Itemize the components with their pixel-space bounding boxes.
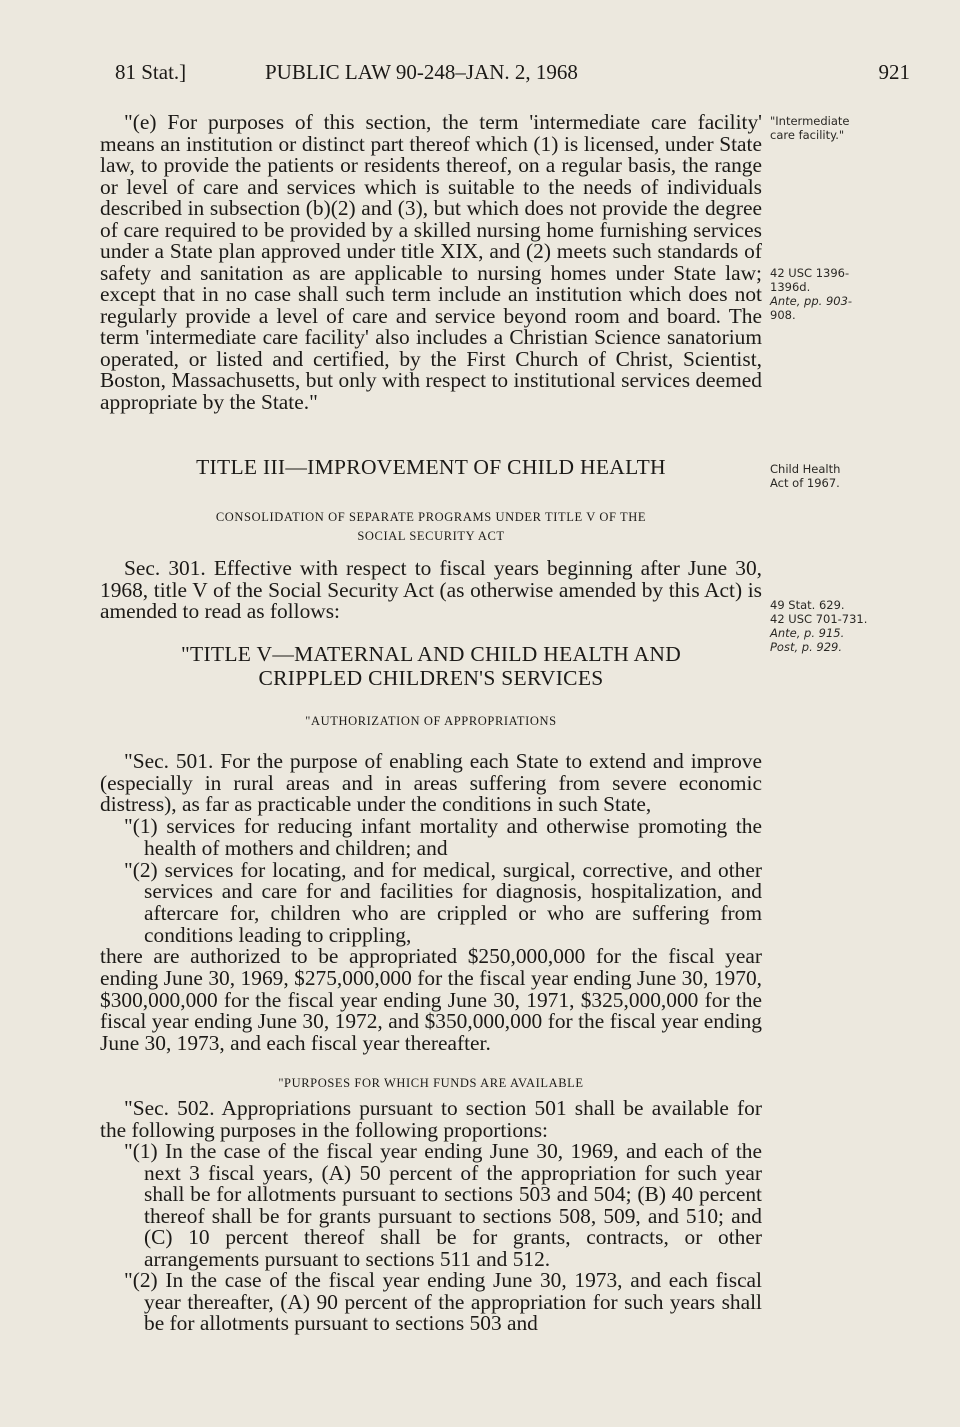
page-header	[115, 60, 910, 90]
margin-note-line: 1396d.	[770, 280, 811, 294]
section-301	[100, 558, 762, 623]
margin-note-intermediate-care	[770, 114, 930, 142]
margin-note-line: 42 USC 1396-	[770, 266, 850, 280]
section-301-text: Sec. 301. Effective with respect to fiscal years beginning after June 30, 1968, title V of the Social Security Act (as otherwise amended by this Act) is amended to read as follows:	[100, 556, 762, 623]
margin-note-line: Act of 1967.	[770, 476, 840, 490]
margin-note-stat-citation	[770, 598, 930, 654]
statute-volume: 81 Stat.]	[115, 60, 187, 84]
section-502	[100, 1098, 762, 1335]
margin-note-line: Ante, p. 915.	[770, 626, 845, 640]
section-e-text: "(e) For purposes of this section, the term 'intermediate care facility' means an institution or distinct part thereof which (1) is licensed, under State law, to provide the patients or residents thereof, on a regular basis, the range or level of care and services which is suitable to the needs of individuals described in subsection (b)(2) and (3), but which does not provide the degree of care required to be provided by a skilled nursing home furnishing services under a State plan approved under title XIX, and (2) meets such standards of safety and sanitation as are applicable to nursing homes under State law; except that in no case shall such term include an institution which does not regularly provide a level of care and service beyond room and board. The term 'intermediate care facility' also includes a Christian Science sanatorium operated, or listed and certified, by the First Church of Christ, Scientist, Boston, Massachusetts, but only with respect to institutional services deemed appropriate by the State."	[100, 110, 762, 414]
section-501-closing: there are authorized to be appropriated $250,000,000 for the fiscal year ending June 30, 1969, $275,000,000 for the fiscal year ending June 30, 1970, $300,000,000 for the fiscal year ending June 30, 1971, $325,000,000 for the fiscal year ending June 30, 1972, and $350,000,000 for the fiscal year ending June 30, 1973, and each fiscal year thereafter.	[100, 944, 762, 1056]
margin-note-line: Ante, pp. 903-	[770, 294, 853, 308]
section-501	[100, 751, 762, 1055]
purposes-subheading: "PURPOSES FOR WHICH FUNDS ARE AVAILABLE	[278, 1076, 584, 1090]
section-501-intro: "Sec. 501. For the purpose of enabling each State to extend and improve (especially in rural areas and in areas suffering from severe economic distress), as far as practicable under the conditions in such State,	[100, 749, 762, 817]
margin-note-line: 908.	[770, 308, 796, 322]
section-e-paragraph	[100, 112, 762, 413]
section-502-item-2: "(2) In the case of the fiscal year ending June 30, 1973, and each fiscal year thereafter, (A) 90 percent of the appropriation for such years shall be for allotments pursuant to sections 503 and	[124, 1268, 762, 1335]
running-head: PUBLIC LAW 90-248–JAN. 2, 1968	[265, 60, 578, 84]
section-501-item-1: "(1) services for reducing infant mortality and otherwise promoting the health of mothers and children; and	[124, 814, 762, 860]
title-v-heading	[100, 642, 762, 690]
section-501-item-2: "(2) services for locating, and for medical, surgical, corrective, and other services and care for and facilities for diagnosis, hospitalization, and aftercare for, children who are crippled or who are suffering from conditions leading to crippling,	[124, 857, 762, 947]
margin-note-line: 42 USC 701-731.	[770, 612, 868, 626]
margin-note-line: Post, p. 929.	[770, 640, 842, 654]
margin-note-line: care facility."	[770, 128, 845, 142]
title-v-line: CRIPPLED CHILDREN'S SERVICES	[258, 666, 604, 690]
margin-note-line: 49 Stat. 629.	[770, 598, 845, 612]
consolidation-subheading	[100, 508, 762, 546]
authorization-subheading: "AUTHORIZATION OF APPROPRIATIONS	[305, 714, 557, 728]
subheading-line: CONSOLIDATION OF SEPARATE PROGRAMS UNDER TITLE V OF THE	[215, 510, 647, 524]
margin-note-line: "Intermediate	[770, 114, 850, 128]
title-v-line: "TITLE V—MATERNAL AND CHILD HEALTH AND	[180, 642, 682, 666]
section-502-intro: "Sec. 502. Appropriations pursuant to section 501 shall be available for the following purposes in the following proportions:	[100, 1096, 762, 1142]
margin-note-line: Child Health	[770, 462, 841, 476]
title-iii-heading: TITLE III—IMPROVEMENT OF CHILD HEALTH	[196, 455, 666, 479]
subheading-line: SOCIAL SECURITY ACT	[357, 529, 505, 543]
page-number: 921	[878, 60, 910, 84]
section-502-item-1: "(1) In the case of the fiscal year ending June 30, 1969, and each of the next 3 fiscal years, (A) 50 percent of the appropriation for such year shall be for allotments pursuant to sections 503 and 504; (B) 40 percent thereof shall be for grants pursuant to sections 508, 509, and 510; and (C) 10 percent thereof shall be for grants, contracts, or other arrangements pursuant to sections 511 and 512.	[124, 1139, 762, 1271]
margin-note-child-health-act	[770, 462, 930, 490]
margin-note-usc-citation	[770, 266, 930, 322]
